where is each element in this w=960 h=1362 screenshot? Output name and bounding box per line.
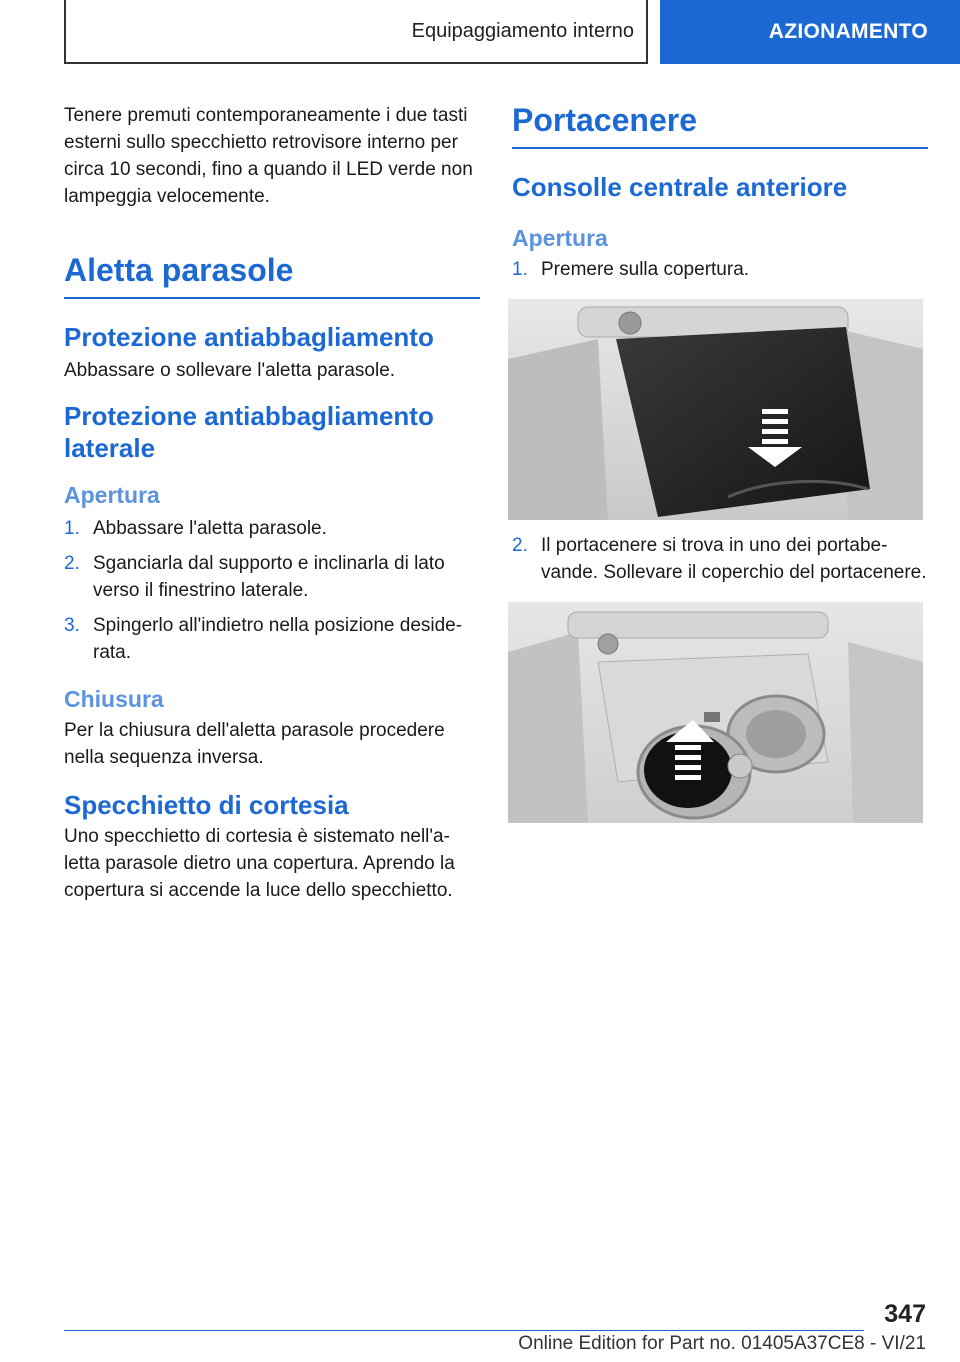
list-item <box>512 256 928 283</box>
ashtray-cupholder-illustration <box>508 602 923 823</box>
glare-protection-text: Abbassare o sollevare l'aletta parasole. <box>64 360 396 381</box>
intro-paragraph: Tenere premuti contemporaneamente i due tasti esterni sullo specchietto retrovisore interno per circa 10 secondi, fino a quando il LED verde non lampeggia velocemente. <box>64 105 473 207</box>
step-number: 2. <box>64 553 80 574</box>
closing-heading: Chiusura <box>64 686 164 712</box>
list-item <box>512 532 928 586</box>
step-text: Spingerlo all'indietro nella posizione deside‐rata. <box>93 615 463 663</box>
ashtray-step-2 <box>512 532 928 586</box>
list-item <box>64 515 480 542</box>
side-glare-heading: Protezione antiabbagliamento laterale <box>64 401 434 463</box>
header-section-title: Equipaggiamento interno <box>411 19 634 42</box>
ashtray-cupholder-svg <box>508 602 923 823</box>
left-column <box>64 102 480 904</box>
header-chapter-tab <box>660 0 960 64</box>
opening-heading: Apertura <box>64 482 160 508</box>
step-text: Premere sulla copertura. <box>541 259 750 280</box>
header-chapter-title: AZIONAMENTO <box>768 20 928 43</box>
list-item <box>64 612 480 666</box>
step-number: 3. <box>64 615 80 636</box>
closing-text: Per la chiusura dell'aletta parasole procedere nella sequenza inversa. <box>64 720 445 768</box>
step-number: 2. <box>512 535 528 556</box>
step-number: 1. <box>64 518 80 539</box>
vanity-mirror-heading: Specchietto di cortesia <box>64 790 349 820</box>
footer-edition: Online Edition for Part no. 01405A37CE8 - VI/21 <box>518 1333 926 1354</box>
step-text: Il portacenere si trova in uno dei portabe‐vande. Sollevare il coperchio del portacenere. <box>541 535 927 583</box>
glare-protection-heading: Protezione antiabbagliamento <box>64 322 434 352</box>
page-number: 347 <box>884 1300 926 1328</box>
footer-divider <box>64 1330 864 1331</box>
console-cover-illustration <box>508 299 923 520</box>
right-column <box>512 102 928 823</box>
step-number: 1. <box>512 259 528 280</box>
ashtray-heading: Portacenere <box>512 102 928 149</box>
header-section-tab <box>64 0 648 64</box>
vanity-mirror-text: Uno specchietto di cortesia è sistemato nell'a‐letta parasole dietro una copertura. Aprendo la copertura si accende la luce dello specchietto. <box>64 826 455 901</box>
opening-steps <box>64 515 480 666</box>
sun-visor-heading: Aletta parasole <box>64 252 480 299</box>
step-text: Sganciarla dal supporto e inclinarla di lato verso il finestrino laterale. <box>93 553 445 601</box>
ashtray-step-1 <box>512 256 928 283</box>
ashtray-opening-heading: Apertura <box>512 225 608 251</box>
center-console-heading: Consolle centrale anteriore <box>512 172 848 202</box>
list-item <box>64 550 480 604</box>
console-cover-svg <box>508 299 923 520</box>
step-text: Abbassare l'aletta parasole. <box>93 518 327 539</box>
